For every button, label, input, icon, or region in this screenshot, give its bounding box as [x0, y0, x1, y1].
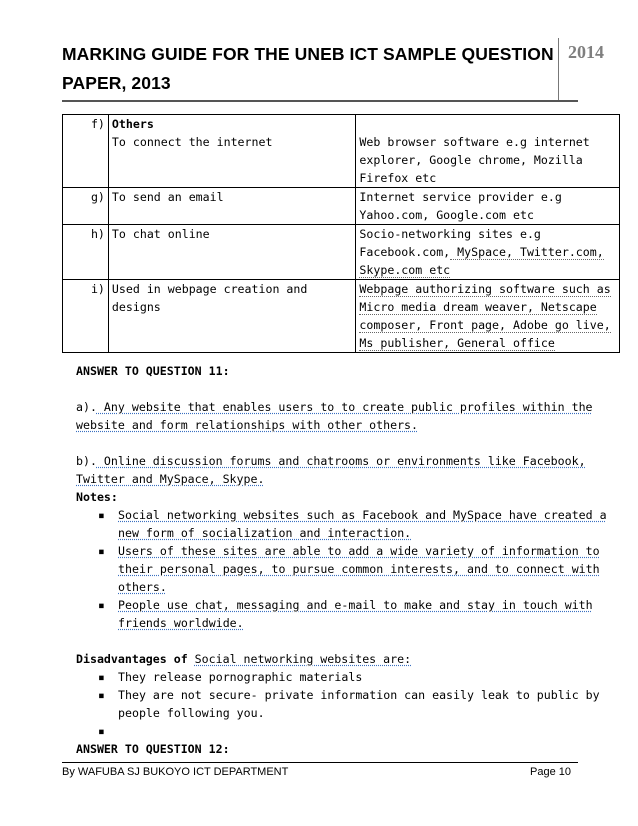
row-answer: [356, 115, 620, 188]
row-answer-text: Web browser software e.g internet explorer, Google chrome, Mozilla Firefox etc: [359, 135, 590, 185]
row-index: i): [63, 280, 109, 353]
row-answer-underlined: MySpace, Twitter.com, Skype.com etc: [359, 245, 604, 277]
row-description: [108, 115, 356, 188]
list-item: [96, 722, 616, 740]
list-item: ▪ They are not secure- private information can easily leak to public by people following you.: [98, 688, 600, 720]
bullet-icon: ▪: [98, 544, 105, 558]
answer-table: [62, 114, 620, 353]
question-11-heading: ANSWER TO QUESTION 11:: [76, 364, 230, 378]
table-row: [63, 280, 620, 353]
answer-b-text: Online discussion forums and chatrooms or environments like Facebook, Twitter and MySpace, Skype.: [76, 454, 586, 486]
row-answer-text: Webpage authorizing software such as Micro media dream weaver, Netscape composer, Front page, Adobe go live, Ms publisher, General office: [359, 282, 611, 350]
bullet-icon: ▪: [98, 508, 105, 522]
footer-author: By WAFUBA SJ BUKOYO ICT DEPARTMENT: [62, 766, 289, 778]
notes-label: Notes:: [76, 490, 118, 504]
row-index: g): [63, 188, 109, 225]
row-answer: [356, 280, 620, 353]
header-divider: [558, 38, 559, 100]
row-description: Used in webpage creation and designs: [108, 280, 356, 353]
bullet-icon: ▪: [98, 670, 105, 684]
header-year: 2014: [568, 42, 604, 62]
disadvantages-list: [96, 668, 616, 740]
list-item: ▪ People use chat, messaging and e-mail to make and stay in touch with friends worldwide.: [98, 598, 593, 630]
notes-list: [96, 506, 616, 632]
list-item: ▪ Social networking websites such as Facebook and MySpace have created a new form of socialization and interaction.: [98, 508, 607, 540]
header-rule: [62, 100, 578, 102]
row-description: To send an email: [108, 188, 356, 225]
bullet-icon: ▪: [98, 688, 105, 702]
answer-a-text: Any website that enables users to to create public profiles within the website and form relationships with other others.: [76, 400, 593, 432]
table-row: [63, 225, 620, 280]
answer-b: [76, 452, 616, 488]
bullet-icon: ▪: [98, 598, 105, 612]
row-answer-text: Socio-networking sites e.g Facebook.com,: [359, 227, 541, 259]
row-title: Others: [111, 117, 154, 131]
row-answer: [356, 225, 620, 280]
disadvantages-label: Disadvantages of: [76, 652, 188, 666]
question-12-heading: ANSWER TO QUESTION 12:: [76, 742, 230, 756]
answer-body: [76, 362, 616, 758]
row-description: To chat online: [108, 225, 356, 280]
table-row: [63, 188, 620, 225]
document-title: MARKING GUIDE FOR THE UNEB ICT SAMPLE QUESTION PAPER, 2013: [62, 44, 554, 93]
page-number: Page 10: [530, 766, 571, 778]
list-item: ▪ They release pornographic materials: [98, 670, 363, 684]
disadvantages-heading: [76, 650, 616, 668]
answer-a: [76, 398, 616, 434]
spacer: [359, 115, 616, 133]
row-answer: Internet service provider e.g Yahoo.com, Google.com etc: [356, 188, 620, 225]
list-item: ▪ Users of these sites are able to add a wide variety of information to their personal pages, to pursue common interests, and to connect with others.: [98, 544, 600, 594]
table-row: [63, 115, 620, 188]
footer-rule: [62, 762, 578, 763]
answer-a-label: a).: [76, 400, 97, 414]
page-header: [62, 38, 604, 98]
disadvantages-subject: Social networking websites are:: [194, 652, 412, 666]
answer-b-label: b).: [76, 454, 97, 468]
bullet-icon: ▪: [98, 724, 105, 738]
row-index: h): [63, 225, 109, 280]
row-desc-text: To connect the internet: [111, 135, 273, 149]
row-index: f): [63, 115, 109, 188]
